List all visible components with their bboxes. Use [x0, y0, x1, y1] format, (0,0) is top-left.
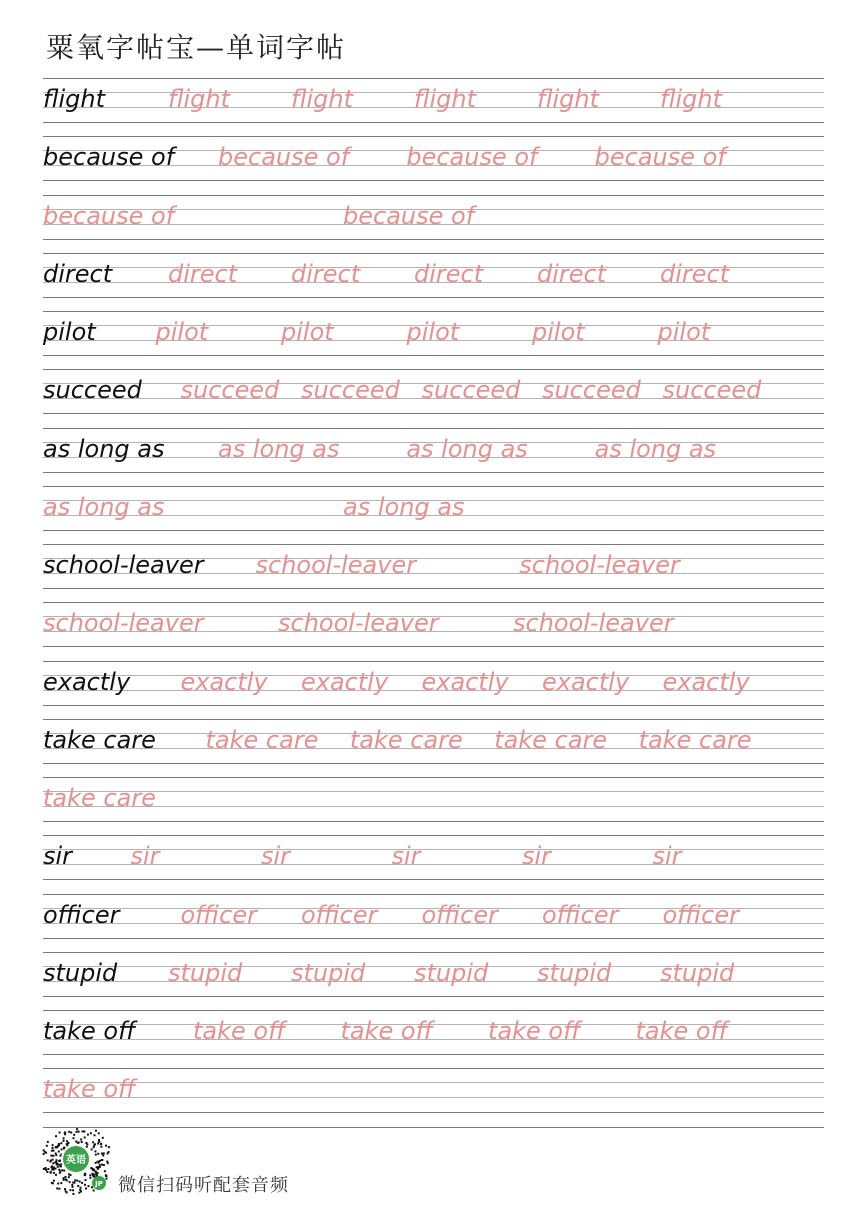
trace-word: sir [652, 842, 682, 871]
trace-word: succeed [301, 376, 400, 405]
model-word: exactly [43, 667, 131, 696]
model-word: school-leaver [43, 551, 204, 579]
trace-word: flight [414, 85, 477, 113]
rule-line [43, 428, 824, 429]
rule-line [43, 777, 824, 778]
rule-line [43, 1054, 824, 1055]
model-word: as long as [43, 434, 165, 463]
rule-line [43, 879, 824, 880]
trace-word: as long as [43, 492, 165, 521]
trace-word: officer [301, 900, 378, 929]
practice-row [43, 894, 824, 952]
trace-word: take care [205, 725, 319, 754]
practice-row [43, 835, 824, 893]
rule-line [43, 705, 824, 706]
rule-line [43, 806, 824, 807]
trace-word: succeed [180, 376, 280, 405]
trace-word: sir [261, 842, 291, 871]
trace-word: take care [494, 725, 608, 754]
rule-line [43, 821, 824, 822]
trace-word: take off [43, 1075, 136, 1104]
model-word: pilot [43, 318, 96, 346]
model-word: direct [43, 259, 113, 288]
trace-word: sir [130, 842, 160, 871]
trace-word: as long as [218, 434, 340, 463]
rule-line [43, 952, 824, 953]
trace-word: school-leaver [255, 551, 417, 579]
rule-line [43, 602, 824, 603]
practice-row [43, 544, 824, 602]
trace-word: as long as [343, 492, 465, 521]
trace-word: take care [43, 784, 156, 812]
rule-line [43, 1082, 824, 1083]
model-word: officer [43, 900, 120, 929]
trace-word: succeed [662, 376, 762, 405]
qr-code-icon[interactable] [40, 1125, 112, 1197]
audio-scan-note: 微信扫码听配套音频 [118, 1175, 289, 1196]
practice-row [43, 1068, 824, 1126]
trace-word: stupid [291, 958, 366, 987]
practice-row [43, 369, 824, 427]
practice-row [43, 195, 824, 253]
trace-word: take off [488, 1017, 581, 1045]
rule-line [43, 894, 824, 895]
trace-word: direct [537, 259, 607, 288]
trace-word: school-leaver [513, 609, 674, 638]
trace-word: officer [662, 900, 739, 929]
rule-line [43, 661, 824, 662]
trace-word: school-leaver [519, 551, 680, 579]
trace-word: because of [343, 201, 475, 230]
rule-line [43, 938, 824, 939]
trace-word: take off [340, 1017, 433, 1045]
trace-word: exactly [542, 667, 630, 696]
trace-word: exactly [301, 667, 389, 696]
trace-word: pilot [657, 318, 711, 346]
rule-line [43, 1010, 824, 1011]
trace-word: exactly [662, 667, 750, 696]
rule-line [43, 369, 824, 370]
trace-word: stupid [168, 958, 243, 987]
rule-line [43, 180, 824, 181]
rule-line [43, 763, 824, 764]
rule-line [43, 646, 824, 647]
practice-row [43, 777, 824, 835]
model-word: flight [43, 85, 106, 113]
rule-line [43, 78, 824, 79]
rule-line [43, 413, 824, 414]
practice-row [43, 311, 824, 369]
trace-word: because of [218, 143, 350, 172]
rule-line [43, 136, 824, 137]
model-word: take off [43, 1017, 136, 1045]
model-word: stupid [43, 958, 118, 987]
practice-row [43, 602, 824, 660]
rule-line [43, 486, 824, 487]
trace-word: pilot [406, 318, 460, 346]
rule-line [43, 195, 824, 196]
rule-line [43, 544, 824, 545]
trace-word: pilot [532, 318, 585, 346]
practice-row [43, 661, 824, 719]
trace-word: sir [391, 842, 421, 871]
trace-word: take care [349, 725, 463, 754]
trace-word: officer [180, 900, 257, 929]
trace-word: school-leaver [278, 609, 439, 638]
qr-badge-label: 英语 [66, 1155, 86, 1166]
model-word: succeed [43, 376, 142, 405]
page-title: 粟氧字帖宝—单词字帖 [46, 31, 347, 64]
rule-line [43, 835, 824, 836]
rule-line [43, 472, 824, 473]
rule-line [43, 1097, 824, 1098]
trace-word: flight [168, 85, 231, 113]
practice-row [43, 136, 824, 194]
trace-word: as long as [406, 434, 528, 463]
trace-word: direct [660, 259, 730, 288]
model-word: sir [43, 842, 73, 871]
practice-sheet [43, 78, 824, 1128]
rule-line [43, 253, 824, 254]
practice-row [43, 253, 824, 311]
trace-word: take care [638, 725, 752, 754]
trace-word: sir [522, 842, 552, 871]
model-word: take care [43, 725, 156, 754]
trace-word: because of [43, 201, 175, 230]
rule-line [43, 297, 824, 298]
trace-word: pilot [155, 318, 209, 346]
trace-word: direct [168, 259, 238, 288]
rule-line [43, 791, 824, 792]
practice-row [43, 1010, 824, 1068]
trace-word: stupid [414, 958, 489, 987]
rule-line [43, 588, 824, 589]
practice-row [43, 78, 824, 136]
trace-word: take off [193, 1017, 286, 1045]
rule-line [43, 239, 824, 240]
rule-line [43, 1068, 824, 1069]
rule-line [43, 719, 824, 720]
practice-row [43, 486, 824, 544]
trace-word: as long as [594, 434, 717, 463]
trace-word: take off [635, 1017, 728, 1045]
trace-word: direct [291, 259, 361, 288]
page-footer [40, 1125, 440, 1205]
trace-word: flight [537, 85, 600, 113]
model-word: because of [43, 143, 175, 172]
trace-word: stupid [537, 958, 612, 987]
trace-word: pilot [281, 318, 334, 346]
trace-word: stupid [660, 958, 735, 987]
trace-word: officer [421, 900, 498, 929]
rule-line [43, 1112, 824, 1113]
practice-row [43, 952, 824, 1010]
rule-line [43, 355, 824, 356]
trace-word: exactly [421, 667, 509, 696]
rule-line [43, 849, 824, 850]
rule-line [43, 996, 824, 997]
qr-corner-label: JP [95, 1180, 103, 1188]
trace-word: exactly [180, 667, 268, 696]
rule-line [43, 864, 824, 865]
trace-word: direct [414, 259, 484, 288]
practice-row [43, 428, 824, 486]
trace-word: because of [594, 143, 726, 172]
trace-word: flight [291, 85, 354, 113]
rule-line [43, 311, 824, 312]
trace-word: officer [542, 900, 619, 929]
rule-line [43, 530, 824, 531]
trace-word: succeed [421, 376, 521, 405]
trace-word: flight [660, 85, 723, 113]
trace-word: because of [406, 143, 538, 172]
rule-line [43, 122, 824, 123]
practice-row [43, 719, 824, 777]
trace-word: succeed [542, 376, 641, 405]
trace-word: school-leaver [43, 609, 204, 638]
